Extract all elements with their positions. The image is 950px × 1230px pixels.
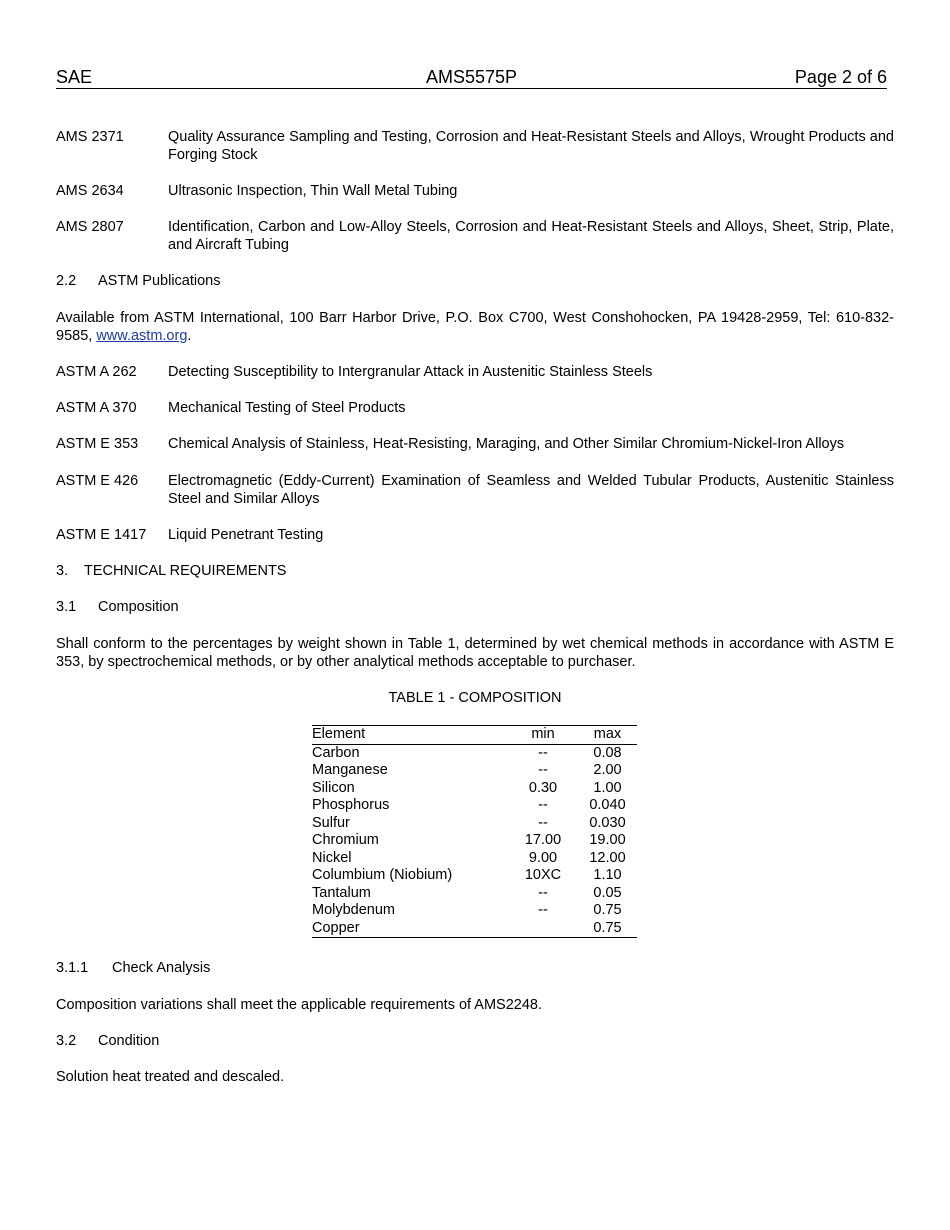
table-row <box>312 902 637 920</box>
cell-element: Copper <box>312 919 360 936</box>
cell-min: -- <box>538 762 548 778</box>
section-title: Check Analysis <box>112 960 211 976</box>
cell-min <box>508 920 578 938</box>
reference-title: Mechanical Testing of Steel Products <box>168 400 406 416</box>
cell-min: -- <box>538 884 548 901</box>
column-header-element: Element <box>312 726 366 742</box>
cell-min: 0.30 <box>528 779 558 796</box>
header-page-number: Page 2 of 6 <box>794 67 887 87</box>
header-org: SAE <box>56 67 93 87</box>
reference-astm-a370 <box>56 400 894 418</box>
cell-min: -- <box>538 797 548 813</box>
page-header <box>56 66 887 89</box>
reference-title: Quality Assurance Sampling and Testing, Corrosion and Heat-Resistant Steels and Alloys, Wrought Products and Forging Stock <box>168 129 894 163</box>
table-row <box>312 867 637 885</box>
cell-min: 17.00 <box>524 832 562 848</box>
reference-title: Identification, Carbon and Low-Alloy Steels, Corrosion and Heat-Resistant Steels and Alloys, Sheet, Strip, Plate, and Aircraft Tubing <box>168 219 894 253</box>
reference-title: Chemical Analysis of Stainless, Heat-Resisting, Maraging, and Other Similar Chromium-Nickel-Iron Alloys <box>168 436 845 452</box>
table-row <box>312 920 637 938</box>
cell-min: -- <box>538 814 548 831</box>
check-analysis-paragraph: Composition variations shall meet the applicable requirements of AMS2248. <box>56 997 543 1013</box>
cell-max: 1.00 <box>593 779 622 796</box>
table-row <box>312 832 637 850</box>
section-number: 3.2 <box>56 1033 77 1049</box>
reference-astm-e426 <box>56 473 894 508</box>
section-number: 3. <box>56 563 69 579</box>
cell-max: 12.00 <box>589 849 626 866</box>
cell-element: Nickel <box>312 849 352 866</box>
column-header-max: max <box>593 726 622 742</box>
cell-max: 19.00 <box>589 832 626 848</box>
astm-availability-paragraph <box>56 310 894 345</box>
section-title: Composition <box>98 599 179 615</box>
condition-paragraph: Solution heat treated and descaled. <box>56 1069 285 1085</box>
cell-max: 1.10 <box>593 867 622 883</box>
cell-element: Tantalum <box>312 884 371 901</box>
cell-min: 10XC <box>524 867 562 883</box>
reference-ams-2807 <box>56 219 894 254</box>
cell-element: Molybdenum <box>312 902 396 918</box>
reference-title: Electromagnetic (Eddy-Current) Examination of Seamless and Welded Tubular Products, Austenitic Stainless Steel and Similar Alloys <box>168 473 894 507</box>
table-row <box>312 797 637 815</box>
cell-max: 0.08 <box>593 744 622 761</box>
table-title: TABLE 1 - COMPOSITION <box>388 690 562 706</box>
section-number: 3.1.1 <box>56 960 89 976</box>
astm-website-link[interactable]: www.astm.org <box>96 327 188 344</box>
section-heading-2-2 <box>56 273 221 291</box>
availability-text: Available from ASTM International, 100 Barr Harbor Drive, P.O. Box C700, West Conshohocken, PA 19428-2959, Tel: 610-832-9585, <box>56 310 894 344</box>
composition-table <box>312 725 637 938</box>
reference-code: ASTM A 262 <box>56 364 137 380</box>
cell-min: -- <box>538 902 548 918</box>
reference-astm-a262 <box>56 364 894 382</box>
cell-element: Manganese <box>312 762 388 778</box>
cell-min: 9.00 <box>528 849 558 866</box>
section-title: ASTM Publications <box>98 273 221 289</box>
section-title: TECHNICAL REQUIREMENTS <box>84 563 287 579</box>
reference-astm-e353 <box>56 436 894 454</box>
cell-element: Silicon <box>312 779 355 796</box>
cell-element: Carbon <box>312 744 360 761</box>
reference-code: ASTM E 1417 <box>56 527 147 543</box>
reference-title: Ultrasonic Inspection, Thin Wall Metal Tubing <box>168 183 458 199</box>
reference-ams-2634 <box>56 183 894 201</box>
composition-paragraph: Shall conform to the percentages by weight shown in Table 1, determined by wet chemical methods in accordance with ASTM E 353, by spectrochemical methods, or by other analytical methods acceptable to purchaser. <box>56 636 894 670</box>
cell-max: 0.75 <box>593 919 622 936</box>
reference-code: ASTM E 426 <box>56 473 139 489</box>
section-heading-3-1 <box>56 599 179 617</box>
table-header-row <box>312 726 637 745</box>
availability-end: . <box>187 327 192 344</box>
cell-max: 0.05 <box>593 884 622 901</box>
cell-element: Phosphorus <box>312 797 390 813</box>
section-heading-3-1-1 <box>56 960 210 978</box>
table-row <box>312 762 637 780</box>
reference-code: ASTM A 370 <box>56 400 137 416</box>
table-row <box>312 850 637 868</box>
reference-title: Detecting Susceptibility to Intergranular Attack in Austenitic Stainless Steels <box>168 364 653 380</box>
table-row <box>312 815 637 833</box>
cell-max: 0.030 <box>589 814 626 831</box>
section-title: Condition <box>98 1033 160 1049</box>
reference-title: Liquid Penetrant Testing <box>168 527 324 543</box>
header-doc-number: AMS5575P <box>425 67 518 87</box>
reference-ams-2371 <box>56 129 894 164</box>
table-row <box>312 780 637 798</box>
reference-code: AMS 2807 <box>56 219 124 235</box>
reference-astm-e1417 <box>56 527 894 545</box>
cell-max: 0.75 <box>593 902 622 918</box>
section-heading-3-2 <box>56 1033 159 1051</box>
cell-min: -- <box>538 744 548 761</box>
section-number: 2.2 <box>56 273 77 289</box>
reference-code: AMS 2371 <box>56 129 124 145</box>
cell-element: Columbium (Niobium) <box>312 867 453 883</box>
reference-code: AMS 2634 <box>56 183 124 199</box>
cell-max: 0.040 <box>589 797 626 813</box>
cell-element: Sulfur <box>312 814 350 831</box>
cell-max: 2.00 <box>593 762 622 778</box>
table-row <box>312 744 637 762</box>
table-row <box>312 885 637 903</box>
cell-element: Chromium <box>312 832 379 848</box>
reference-code: ASTM E 353 <box>56 436 139 452</box>
section-number: 3.1 <box>56 599 77 615</box>
column-header-min: min <box>531 726 555 742</box>
section-heading-3 <box>56 563 286 581</box>
